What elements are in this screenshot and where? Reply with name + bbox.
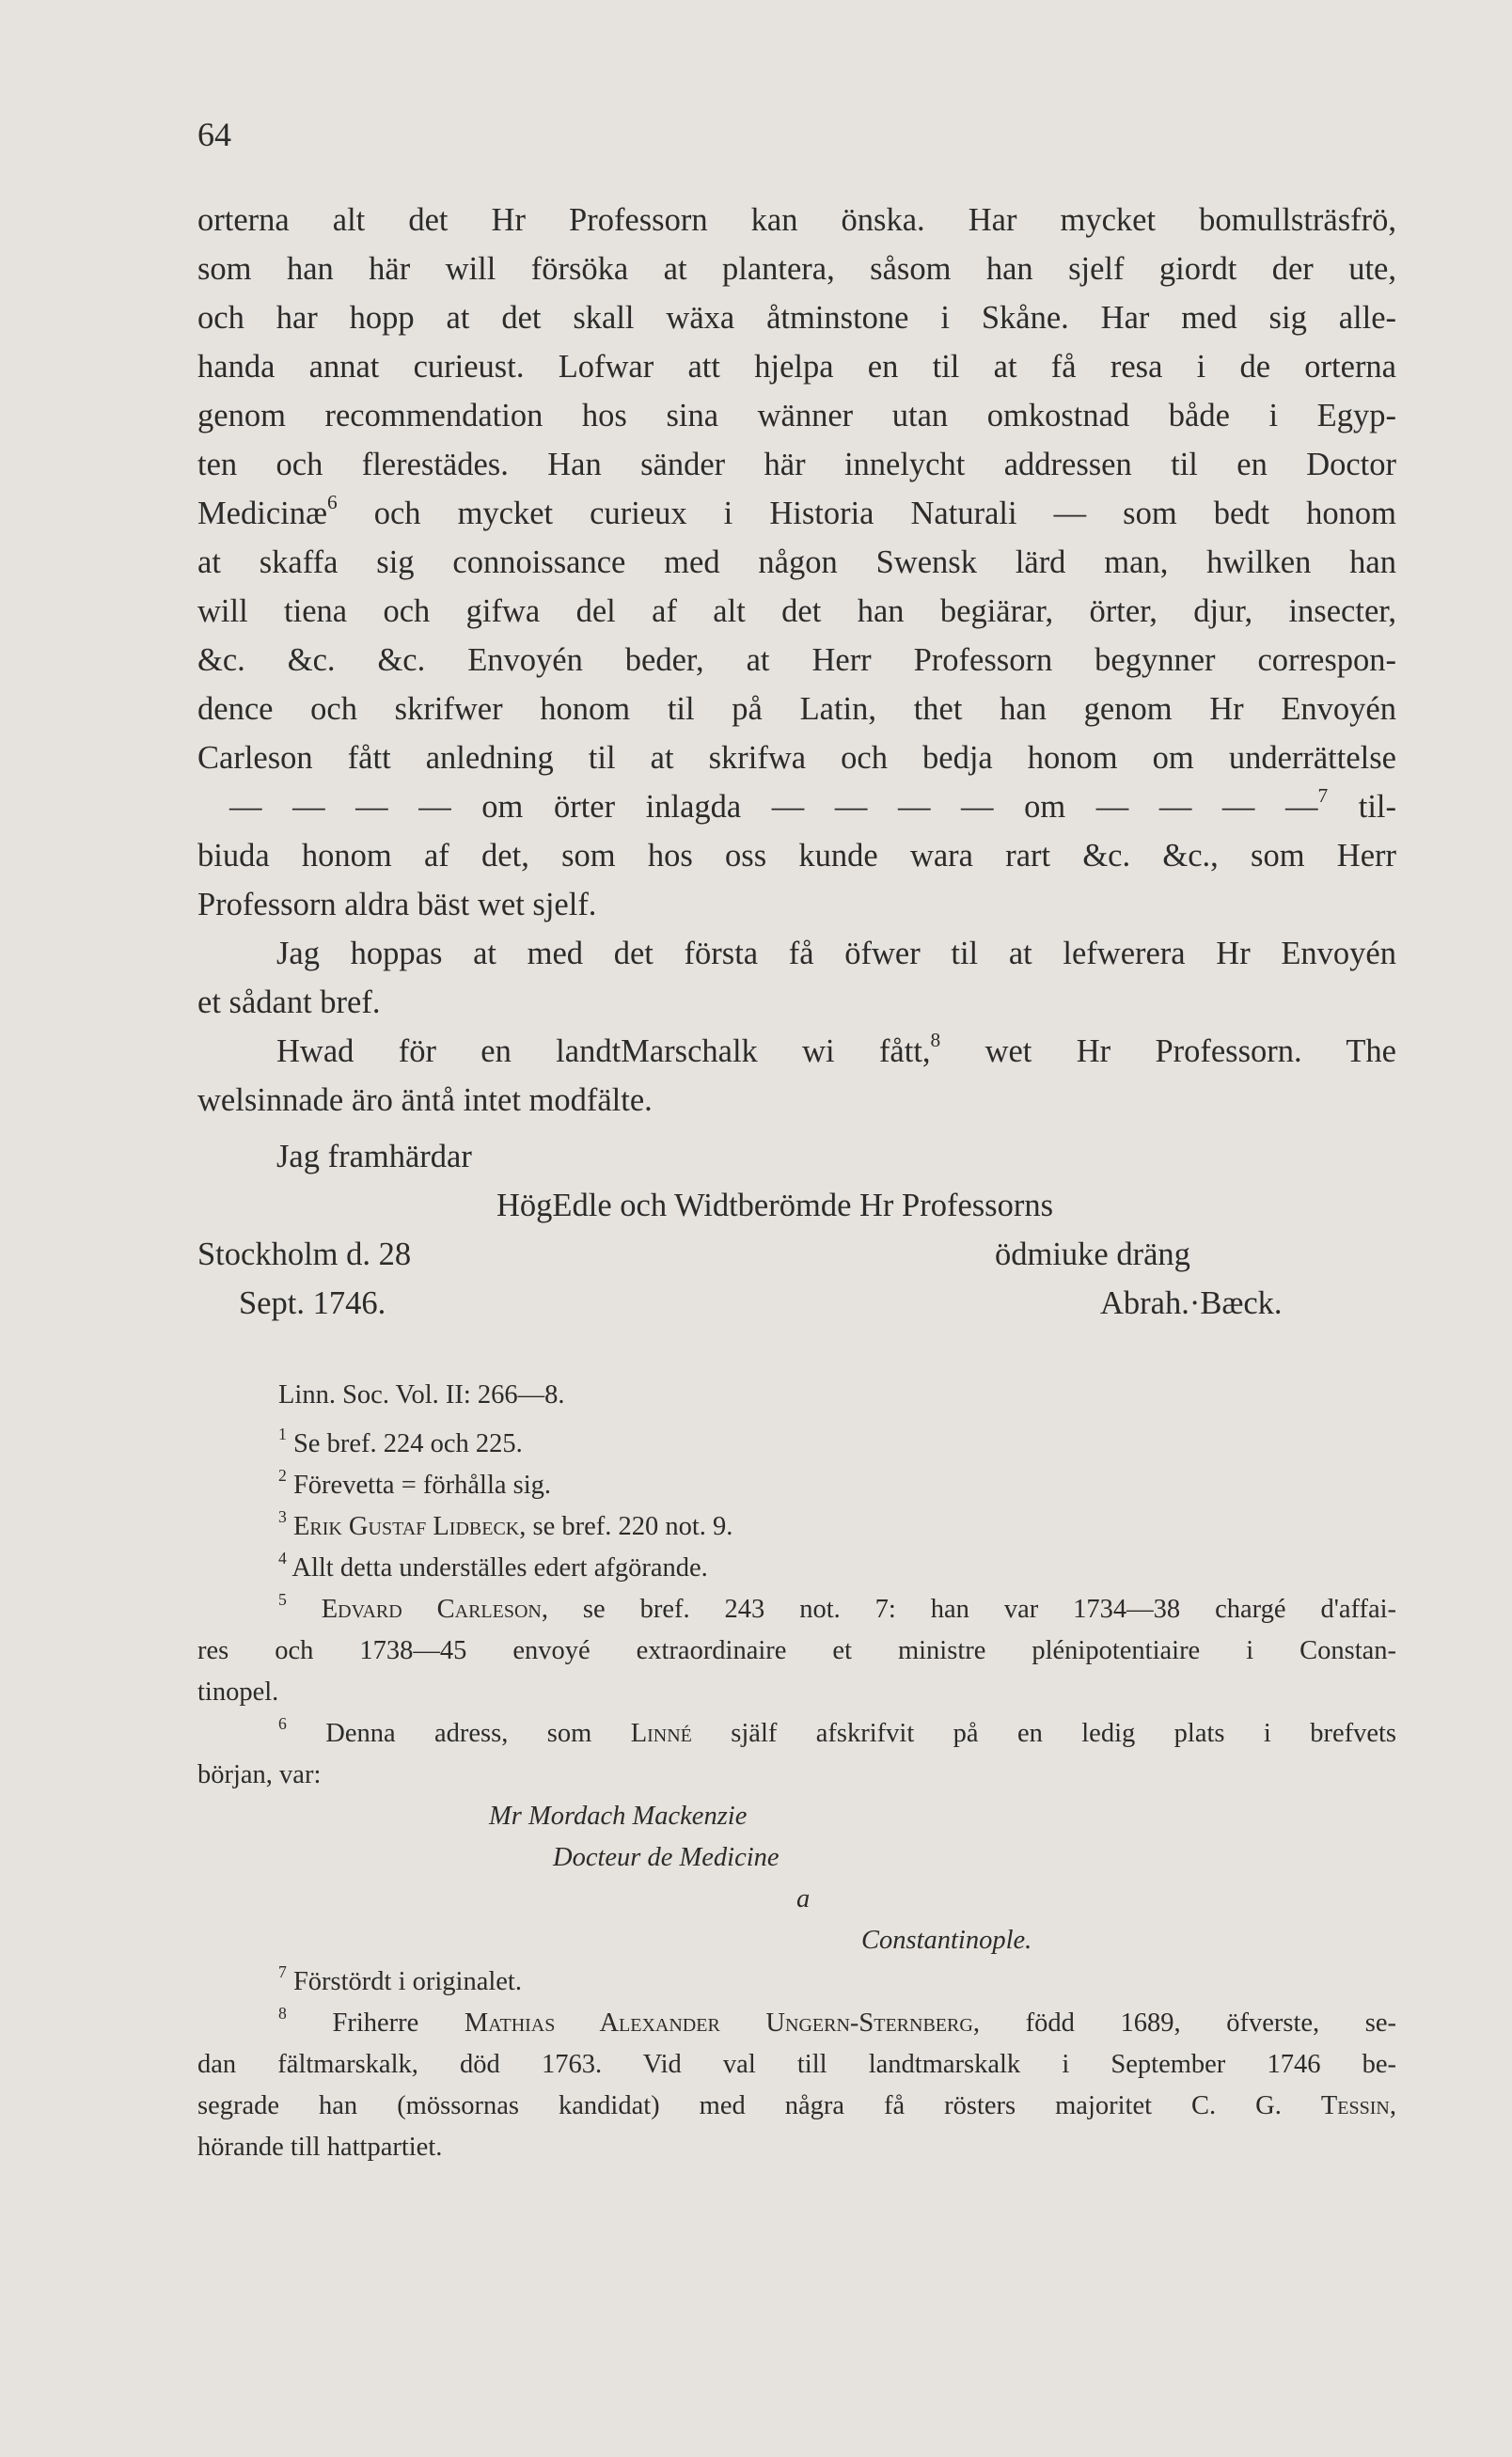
footnote-text: Förevetta = förhålla sig. xyxy=(292,1471,552,1500)
footnote-text: Allt detta underställes edert afgörande. xyxy=(291,1553,708,1583)
text-line: will tiena och gifwa del af alt det han begiärar, örter, djur, insecter, xyxy=(197,593,1396,629)
text-line: welsinnade äro äntå intet modfälte. xyxy=(197,1082,653,1118)
closing-row xyxy=(197,1230,1396,1279)
text-line: et sådant bref. xyxy=(197,984,381,1020)
footnote-text: Friherre xyxy=(332,2008,465,2038)
footnote-text: Se bref. 224 och 225. xyxy=(292,1429,523,1458)
person-name: Linné xyxy=(630,1719,692,1748)
footnote xyxy=(197,1589,1396,1630)
footnote-text: Förstördt i originalet. xyxy=(292,1967,522,1996)
text-line: at skaffa sig connoissance med någon Swensk lärd man, hwilken han xyxy=(197,544,1396,580)
text-line: Carleson fått anledning til at skrifwa och bedja honom om underrättelse xyxy=(197,740,1396,776)
closing-row xyxy=(197,1279,1396,1328)
footnote-line: tinopel. xyxy=(197,1677,279,1707)
footnote-text: segrade han (mössornas kandidat) med några få rösters majoritet C. G. xyxy=(197,2091,1321,2120)
page-number: 64 xyxy=(197,116,231,153)
footnote xyxy=(197,2003,1396,2044)
person-name: Erik Gustaf Lidbeck xyxy=(292,1512,520,1541)
salutation: Jag framhärdar xyxy=(276,1139,472,1174)
footnote-ref: 7 xyxy=(1317,784,1329,808)
footnote-line: början, var: xyxy=(197,1760,322,1789)
footnotes xyxy=(197,1375,1396,2168)
footnote xyxy=(197,1465,1396,1506)
letter-body xyxy=(197,196,1396,1328)
text-fragment: — — — — om örter inlagda — — — — om — — — — xyxy=(229,789,1318,825)
address-line: Mr Mordach Mackenzie xyxy=(489,1802,748,1831)
footnote-number: 6 xyxy=(278,1713,287,1733)
footnote-number: 8 xyxy=(278,2003,287,2023)
footnote-number: 3 xyxy=(278,1506,287,1526)
text-line: och har hopp at det skall wäxa åtminstone i Skåne. Har med sig alle- xyxy=(197,300,1396,336)
text-line: Professorn aldra bäst wet sjelf. xyxy=(197,887,597,922)
footnote-text: , se bref. 243 not. 7: han var 1734—38 chargé d'affai- xyxy=(541,1595,1397,1624)
footnote xyxy=(197,1506,1396,1548)
text-line: handa annat curieust. Lofwar att hjelpa en til at få resa i de orterna xyxy=(197,349,1396,385)
text-line: dence och skrifwer honom til på Latin, thet han genom Hr Envoyén xyxy=(197,691,1396,727)
footnote-text: Denna adress, som xyxy=(325,1719,631,1748)
footnote xyxy=(197,1548,1396,1589)
footnote xyxy=(197,1961,1396,2003)
footnote-text: , född 1689, öfverste, se- xyxy=(972,2008,1397,2038)
footnote-text: , se bref. 220 not. 9. xyxy=(519,1512,733,1541)
text-line: &c. &c. &c. Envoyén beder, at Herr Professorn begynner correspon- xyxy=(197,642,1396,678)
footnote-number: 4 xyxy=(278,1548,287,1567)
date: Sept. 1746. xyxy=(239,1285,386,1321)
person-name: Edvard Carleson xyxy=(321,1595,542,1624)
footnote-ref: 8 xyxy=(930,1029,941,1052)
text-fragment: til- xyxy=(1328,789,1396,825)
footnote-ref: 6 xyxy=(326,491,338,514)
footnote-line xyxy=(197,2086,1396,2127)
footnote-line: dan fältmarskalk, död 1763. Vid val till landtmarskalk i September 1746 be- xyxy=(197,2050,1396,2079)
text-fragment: Medicinæ xyxy=(197,496,327,531)
footnote-number: 5 xyxy=(278,1589,287,1609)
text-line: Jag hoppas at med det första få öfwer til at lefwerera Hr Envoyén xyxy=(276,936,1396,971)
text-fragment: wet Hr Professorn. The xyxy=(940,1033,1396,1069)
footnote-line: res och 1738—45 envoyé extraordinaire et ministre plénipotentiaire i Constan- xyxy=(197,1636,1396,1665)
address-line: Docteur de Medicine xyxy=(553,1843,780,1872)
humble-line: ödmiuke dräng xyxy=(995,1236,1190,1272)
footnote xyxy=(197,1424,1396,1465)
honorific-line: HögEdle och Widtberömde Hr Professorns xyxy=(496,1188,1054,1223)
signature: Abrah.·Bæck. xyxy=(1100,1285,1283,1321)
person-name: Tessin xyxy=(1320,2091,1390,2120)
address-line: Constantinople. xyxy=(861,1926,1032,1955)
place: Stockholm d. 28 xyxy=(197,1236,412,1272)
footnote-number: 1 xyxy=(278,1424,287,1443)
source-reference: Linn. Soc. Vol. II: 266—8. xyxy=(278,1380,565,1410)
text-line: som han här will försöka at plantera, såsom han sjelf giordt der ute, xyxy=(197,251,1396,287)
text-line: ten och flerestädes. Han sänder här innelycht addressen til en Doctor xyxy=(197,447,1396,482)
text-line xyxy=(197,1027,1396,1076)
footnote-text: , xyxy=(1389,2091,1396,2120)
text-fragment: Hwad för en landtMarschalk wi fått, xyxy=(276,1033,931,1069)
footnote-text: själf afskrifvit på en ledig plats i brefvets xyxy=(691,1719,1396,1748)
text-line xyxy=(197,489,1396,538)
text-fragment: och mycket curieux i Historia Naturali — som bedt honom xyxy=(337,496,1396,531)
footnote-number: 7 xyxy=(278,1961,287,1981)
address-line: a xyxy=(796,1884,811,1914)
text-line: orterna alt det Hr Professorn kan önska. Har mycket bomullsträsfrö, xyxy=(197,202,1396,238)
person-name: Mathias Alexander Ungern-Sternberg xyxy=(464,2008,973,2038)
footnote xyxy=(197,1713,1396,1755)
text-line: biuda honom af det, som hos oss kunde wara rart &c. &c., som Herr xyxy=(197,838,1396,874)
footnote-line: hörande till hattpartiet. xyxy=(197,2133,443,2162)
footnote-number: 2 xyxy=(278,1465,287,1485)
text-line: genom recommendation hos sina wänner utan omkostnad både i Egyp- xyxy=(197,398,1396,433)
text-line xyxy=(197,782,1396,831)
